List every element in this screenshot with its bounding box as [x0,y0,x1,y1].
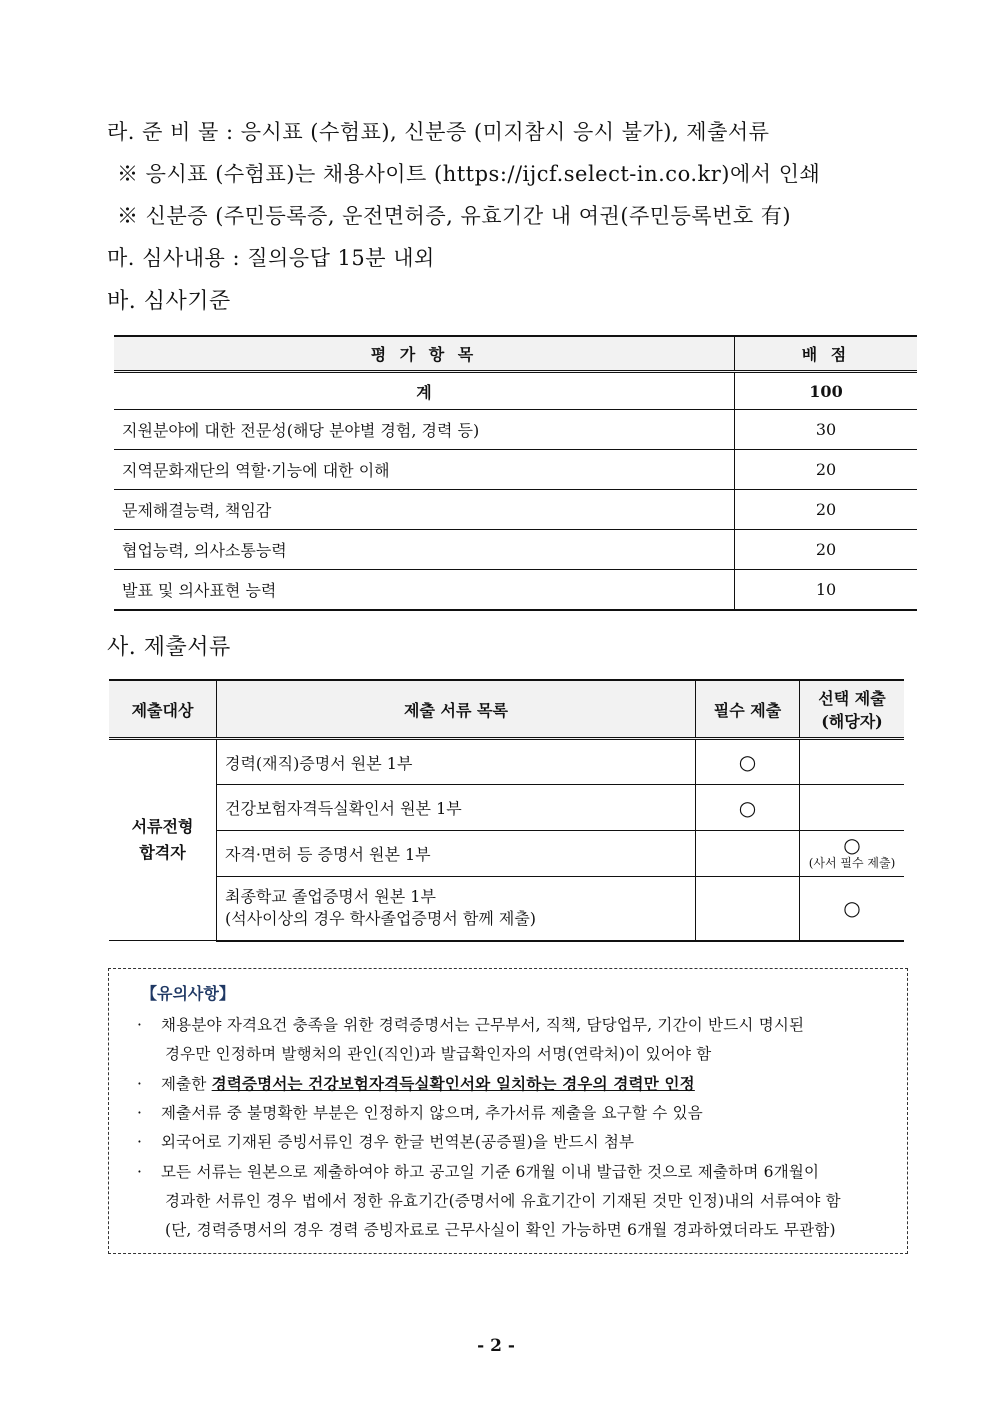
bullet-icon: · [137,1133,143,1151]
total-label: 계 [114,372,735,410]
notice-item [137,1160,819,1182]
doc-name: 건강보험자격득실확인서 원본 1부 [217,785,696,831]
doc-name: 경력(재직)증명서 원본 1부 [217,739,696,785]
criteria-item: 문제해결능력, 책임감 [114,490,735,530]
criteria-item: 지역문화재단의 역할·기능에 대한 이해 [114,450,735,490]
notice-text: 제출한 [161,1075,212,1093]
notice-title: 【유의사항】 [141,984,235,1003]
documents-header-row [109,680,904,739]
required-header: 필수 제출 [696,680,800,739]
optional-mark [800,785,905,831]
target-line1: 서류전형 [131,817,194,836]
criteria-item: 발표 및 의사표현 능력 [114,570,735,611]
required-mark: ○ [696,785,800,831]
criteria-score: 20 [735,450,918,490]
doc-list-header: 제출 서류 목록 [217,680,696,739]
required-mark: ○ [696,739,800,785]
target-cell [109,739,217,941]
notice-box [108,968,908,1254]
criteria-score: 20 [735,530,918,570]
criteria-table [114,335,917,611]
id-card-note: ※ 신분증 (주민등록증, 운전면허증, 유효기간 내 여권(주민등록번호 有) [117,204,792,228]
notice-emphasis: 경력증명서는 건강보험자격득실확인서와 일치하는 경우의 경력만 인정 [211,1074,695,1093]
optional-mark: ○ [800,877,905,941]
notice-item [137,1130,634,1152]
notice-text-continued: 경우만 인정하며 발행처의 관인(직인)과 발급확인자의 서명(연락처)이 있어야 함 [165,1045,712,1063]
documents-table [109,679,904,942]
notice-text: 모든 서류는 원본으로 제출하여야 하고 공고일 기준 6개월 이내 발급한 것으로 제출하며 6개월이 [161,1163,820,1181]
criteria-score: 10 [735,570,918,611]
bullet-icon: · [137,1075,143,1093]
optional-cell [800,831,905,877]
required-mark [696,831,800,877]
bullet-icon: · [137,1104,143,1122]
notice-item [137,1013,804,1035]
table-row [109,831,904,877]
documents-heading: 사. 제출서류 [107,635,231,660]
table-row [114,410,917,450]
table-row [114,490,917,530]
optional-mark: ○ [843,832,861,857]
target-header: 제출대상 [109,680,217,739]
criteria-header-row [114,336,917,372]
criteria-score: 30 [735,410,918,450]
optional-note: (사서 필수 제출) [808,855,896,870]
table-row [109,785,904,831]
notice-text: 제출서류 중 불명확한 부분은 인정하지 않으며, 추가서류 제출을 요구할 수 있음 [161,1104,703,1122]
review-content-line: 마. 심사내용 : 질의응답 15분 내외 [107,246,435,270]
notice-text-continued: 경과한 서류인 경우 법에서 정한 유효기간(증명서에 유효기간이 기재된 것만 인정)내의 서류여야 함 [165,1192,841,1210]
doc-name-line2: (석사이상의 경우 학사졸업증명서 함께 제출) [225,909,537,929]
admission-ticket-note: ※ 응시표 (수험표)는 채용사이트 (https://ijcf.select-in.co.kr)에서 인쇄 [117,162,821,186]
table-row [114,450,917,490]
total-score: 100 [735,372,918,410]
optional-header-line1: 선택 제출 [818,689,886,708]
preparation-line: 라. 준 비 물 : 응시표 (수험표), 신분증 (미지참시 응시 불가), 제출서류 [107,120,770,144]
doc-name: 자격·면허 등 증명서 원본 1부 [217,831,696,877]
notice-text: 외국어로 기재된 증빙서류인 경우 한글 번역본(공증필)을 반드시 첨부 [161,1133,635,1151]
required-mark [696,877,800,941]
notice-text-continued: (단, 경력증명서의 경우 경력 증빙자료로 근무사실이 확인 가능하면 6개월 경과하였더라도 무관함) [165,1221,836,1239]
table-row [109,877,904,941]
optional-header [800,680,905,739]
notice-item [137,1101,703,1123]
table-row [114,530,917,570]
target-line2: 합격자 [139,843,186,862]
criteria-total-row [114,372,917,410]
criteria-heading: 바. 심사기준 [107,289,231,314]
criteria-item: 지원분야에 대한 전문성(해당 분야별 경험, 경력 등) [114,410,735,450]
criteria-score-header: 배 점 [735,336,918,372]
doc-name [217,877,696,941]
table-row [114,570,917,611]
doc-name-line1: 최종학교 졸업증명서 원본 1부 [225,887,436,907]
bullet-icon: · [137,1163,143,1181]
optional-header-line2: (해당자) [821,712,883,731]
notice-text: 채용분야 자격요건 충족을 위한 경력증명서는 근무부서, 직책, 담당업무, 기간이 반드시 명시된 [161,1016,805,1034]
criteria-item: 협업능력, 의사소통능력 [114,530,735,570]
table-row [109,739,904,785]
page-number: - 2 - [477,1336,515,1356]
criteria-item-header: 평 가 항 목 [114,336,735,372]
notice-item [137,1072,695,1094]
bullet-icon: · [137,1016,143,1034]
criteria-score: 20 [735,490,918,530]
optional-mark [800,739,905,785]
